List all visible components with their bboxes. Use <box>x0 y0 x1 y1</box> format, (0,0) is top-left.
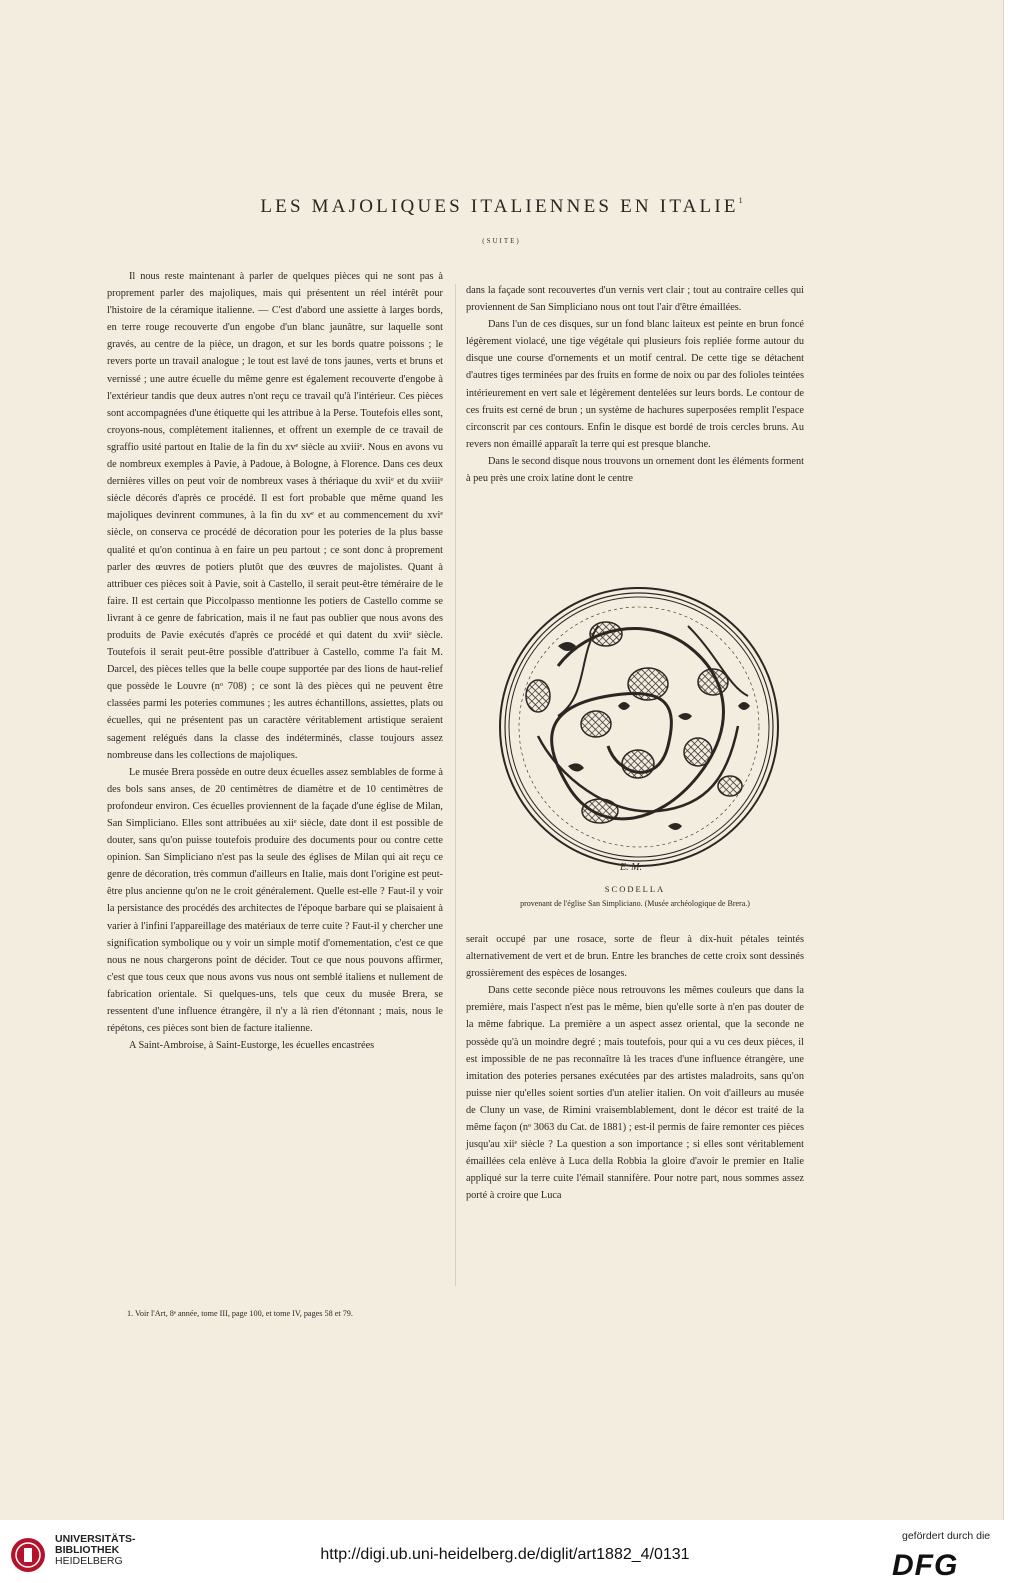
right-column-bottom <box>466 931 804 1205</box>
paragraph: Il nous reste maintenant à parler de quelques pièces qui ne sont pas à proprement parler des majoliques, mais qui présentent un réel intérêt pour l'histoire de la céramique italienne. — C'est d'abord une assiette à larges bords, en terre rouge recouverte d'un engobe d'un blanc jaunâtre, sur laquelle sont gravés, au centre de la pièce, un dragon, et sur les bords quatre poissons ; le revers porte un travail analogue ; le tout est lavé de tons jaunes, verts et bruns et vernissé ; une autre écuelle du même genre est également recouverte d'engobe à l'extérieur tandis que deux autres n'ont reçu ce travail qu'à l'intérieur. Ces pièces sont accompagnées d'une étiquette qui les attribue à la Perse. Toutefois elles sont, croyons-nous, complètement italiennes, et offrent un exemple de ce travail de sgraffio usité partout en Italie de la fin du xvᵉ siècle au xviiiᵉ. Nous en avons vu de nombreux exemples à Pavie, à Padoue, à Bologne, à Florence. Dans ces deux dernières villes on peut voir de nombreux vases à thériaque du xviiᵉ et du xviiiᵉ siècle décorés d'après ce procédé. Il est fort probable que même quand les majoliques devinrent communes, à la fin du xvᵉ et au commencement du xviᵉ siècle, on conserva ce procédé de décoration pour les poteries de la plus basse qualité et qu'on continua à en faire un peu partout ; ce sont donc à proprement parler des œuvres de potiers plutôt que des œuvres de majolistes. Quant à attribuer ces pièces soit à Pavie, soit à Castello, il serait peut-être téméraire de le faire. Il est certain que Piccolpasso mentionne les potiers de Castello comme se livrant à ce genre de fabrication, mais il ne faut pas oublier que nous avons des produits de Pavie exécutés d'après ce procédé et qui datent du xviiᵉ siècle. Toutefois il serait peut-être possible d'attribuer à Castello, comme l'a fait M. Darcel, des pièces telles que la belle coupe supportée par des lions de haut-relief que possède le Louvre (nᵒ 708) ; ce sont là des pièces qui ne peuvent être classées parmi les poteries communes ; les autres échantillons, assiettes, plats ou écuelles, qui ne présentent pas un caractère véritablement artistique seraient sagement relégués dans la classe des indéterminés, classe toujours assez nombreuse dans les collections de majoliques. <box>107 271 443 761</box>
right-column-top <box>466 282 804 487</box>
paragraph: Le musée Brera possède en outre deux écuelles assez semblables de forme à des bols sans anses, de 20 centimètres de diamètre et de 10 centimètres de profondeur environ. Ces écuelles proviennent de la façade d'une église de Milan, San Simpliciano. Elles sont attribuées au xiiᵉ siècle, date dont il est possible de douter, sans qu'on puisse toutefois produire des documents pour ou contre cette opinion. San Simpliciano n'est pas la seule des églises de Milan qui ait reçu ce genre de décoration, très commun d'ailleurs en Italie, mais dont l'origine est peut-être plus ancienne qu'on ne le croit généralement. Quelle est-elle ? Faut-il y voir la persistance des procédés des architectes de l'époque barbare qui se plaisaient à varier à l'infini l'appareillage des matériaux de terre cuite ? Faut-il y chercher une signification symbolique ou y voir un simple motif d'ornementation, c'est ce que nous ne nous chargerons point de décider. Tout ce que nous pouvons affirmer, c'est que tous ceux que nous avons vus nous ont semblé italiens et nullement de fabrication orientale. Si quelques-uns, tels que ceux du musée Brera, se ressentent d'une influence étrangère, il n'y a là rien d'étonnant ; mais, nous le répétons, ces pièces sont bien de facture italienne. <box>107 766 443 1035</box>
scodella-illustration <box>498 586 780 868</box>
library-name: UNIVERSITÄTS- BIBLIOTHEK HEIDELBERG <box>55 1533 136 1567</box>
source-url[interactable]: http://digi.ub.uni-heidelberg.de/diglit/art1882_4/0131 <box>320 1546 690 1563</box>
paragraph: dans la façade sont recouvertes d'un vernis vert clair ; tout au contraire celles qui proviennent de San Simpliciano nous ont tout l'air d'être émaillées. <box>466 285 804 314</box>
paragraph: serait occupé par une rosace, sorte de fleur à dix-huit pétales teintés alternativement de vert et de brun. Entre les branches de cette croix sont dessinés grossièrement des espèces de losanges. <box>466 934 804 980</box>
footnote: 1. Voir l'Art, 8ᵉ année, tome III, page 100, et tome IV, pages 58 et 79. <box>127 1309 353 1318</box>
left-column <box>107 268 443 1054</box>
paragraph: Dans cette seconde pièce nous retrouvons les mêmes couleurs que dans la première, mais l'aspect n'est pas le même, bien qu'elle sorte à n'en pas douter de la même fabrique. La première a un aspect assez oriental, que la seconde ne possède qu'à un moindre degré ; mais toutefois, pour qui a vu ces deux pièces, il est impossible de ne pas reconnaître là les traces d'une influence étrangère, une imitation des poteries persanes exécutées par des artistes maladroits, sans qu'on puisse nier qu'elles soient sorties d'un atelier italien. On voit d'ailleurs au musée de Cluny un vase, de Rimini vraisemblablement, dont le décor est traité de la même façon (nᵒ 3063 du Cat. de 1881) ; est-il permis de faire remonter ces pièces jusqu'au xiiᵉ siècle ? La question a son importance ; si elles sont véritablement émaillées cela enlève à Luca della Robbia la gloire d'avoir le premier en Italie appliqué sur la terre cuite l'émail stannifère. Pour notre part, nous sommes assez porté à croire que Luca <box>466 985 804 1202</box>
funding-label: gefördert durch die <box>902 1530 991 1542</box>
paragraph: Dans le second disque nous trouvons un ornement dont les éléments forment à peu près une croix latine dont le centre <box>466 455 804 485</box>
illustrator-signature: E. M. <box>620 862 642 873</box>
university-seal-icon <box>10 1537 46 1573</box>
column-divider <box>455 284 456 1286</box>
paragraph: Dans l'un de ces disques, sur un fond blanc laiteux est peinte en brun foncé légèrement violacé, une tige végétale qui plusieurs fois repliée forme autour du disque une course d'ornements et un motif central. De cette tige se détachent d'autres tiges terminées par des fruits en forme de noix ou par des folioles teintées intérieurement en vert sale et légèrement dentelées sur leurs bords. Le contour de ces fruits est cerné de brun ; un système de hachures superposées remplit l'espace circonscrit par ces contours. Enfin le disque est bordé de trois cercles bruns. Au revers non émaillé apparaît la terre qui est presque blanche. <box>466 319 804 450</box>
dfg-logo: DFG <box>892 1549 959 1582</box>
article-subtitle: (SUITE) <box>482 237 521 245</box>
article-title: LES MAJOLIQUES ITALIENNES EN ITALIE$^1$ <box>260 196 743 217</box>
figure-caption: provenant de l'église San Simpliciano. (Musée archéologique de Brera.) <box>520 899 750 908</box>
figure-caption-title: SCODELLA <box>604 884 666 894</box>
paragraph: A Saint-Ambroise, à Saint-Eustorge, les écuelles encastrées <box>129 1040 375 1052</box>
